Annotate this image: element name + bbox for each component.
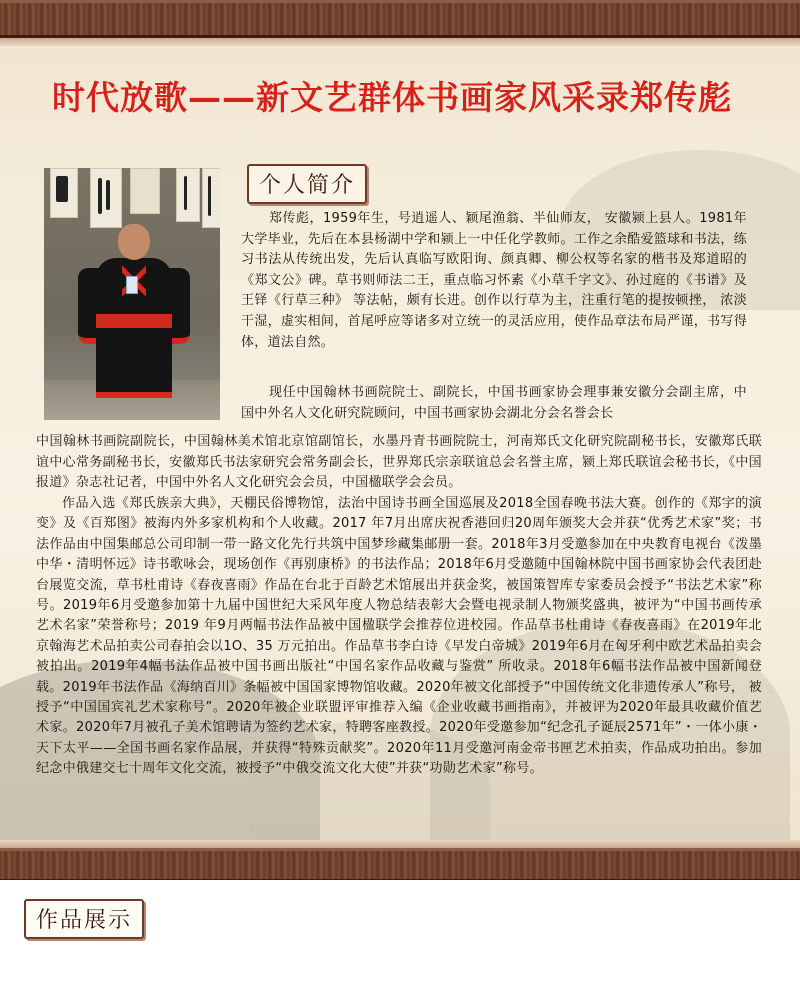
- scroll-rod-top-edge: [0, 38, 800, 46]
- scroll-rod-top: [0, 0, 800, 38]
- biography-paragraph: 郑传彪，1959年生，号逍遥人、颖尾渔翁、半仙师友， 安徽颍上县人。1981年大学毕业，先后在本县杨湖中学和颍上一中任化学教师。工作之余酷爱篮球和书法，练习书法从传统出发，先后认真临写欧阳询、颜真卿、柳公权等名家的楷书及郑道昭的《郑文公》碑。草书则师法二王，重点临习怀素《小草千字文》、孙过庭的《书谱》及王铎《行草三种》 等法帖，颇有长进。创作以行草为主，注重行笔的提按顿挫， 浓淡干湿，虚实相间，首尾呼应等诸多对立统一的灵活应用，使作品章法布局严谨，书写得体，道法自然。: [241, 211, 747, 350]
- scroll-rod-bottom: [0, 848, 800, 880]
- achievements-paragraph: 作品入选《郑氏族亲大典》，天棚民俗博物馆，法治中国诗书画全国巡展及2018全国春晚书法大赛。创作的《郑字的演变》及《百郑图》被海内外多家机构和个人收藏。2017 年7月出席庆祝香港回归20周年颁奖大会并获“优秀艺术家”奖；书法作品由中国集邮总公司印制一带一路文化先行共筑中国梦珍藏集邮册一套。2018年3月受邀参加在中央教育电视台《泼墨中华・清明怀远》诗书歌咏会，现场创作《再别康桥》的书法作品；2018年6月受邀随中国翰林院中国书画家协会代表团赴台展览交流，草书杜甫诗《春夜喜雨》作品在台北于百龄艺术馆展出并获金奖，被国策智库专家委员会授予“书法艺术家”称号。2019年6月受邀参加第十九届中国世纪大采风年度人物总结表彰大会暨电视录制人物颁奖盛典，被评为“中国书画传承艺术名家”荣誉称号；2019 年9月两幅书法作品被中国楹联学会推荐位进校园。作品草书杜甫诗《春夜喜雨》在2019年北京翰海艺术品拍卖公司春拍会以1O、35 万元拍出。作品草书李白诗《早发白帝城》2019年6月在匈牙利中欧艺术品拍卖会被拍出。2019年4幅书法作品被中国书画出版社“中国名家作品收藏与鉴赏” 所收录。2018年6幅书法作品被中国新闻登载。2019年书法作品《海纳百川》条幅被中国国家博物馆收藏。2020年被文化部授予“中国传统文化非遗传承人”称号， 被授予“中国国宾礼艺术家称号”。2020年被企业联盟评审推荐入编《企业收藏书画指南》，并被评为2020年最具收藏价值艺术家。2020年7月被孔子美术馆聘请为签约艺术家，特聘客座教授。2020年受邀参加“纪念孔子诞辰2571年”・一体小康・天下太平——全国书画名家作品展，并获得“特殊贡献奖”。2020年11月受邀河南金帝书匣艺术拍卖，作品成功拍出。参加纪念中俄建交七十周年文化交流，被授予“中俄交流文化大使”并获“功勋艺术家”称号。: [36, 496, 762, 777]
- works-section-heading: 作品展示: [24, 899, 144, 939]
- artist-portrait-photo: [44, 168, 220, 420]
- scroll-rod-bottom-edge: [0, 840, 800, 848]
- positions-paragraph-continued: 中国翰林书画院副院长，中国翰林美术馆北京馆副馆长，水墨丹青书画院院士，河南郑氏文化研究院副秘书长，安徽郑氏联谊中心常务副秘书长，安徽郑氏书法家研究会常务副会长，世界郑氏宗亲联谊总会名誉主席，颍上郑氏联谊会秘书长，《中国报道》杂志社记者，中国中外名人文化研究会会员，中国楹联学会会员。: [36, 434, 762, 491]
- positions-paragraph: 现任中国翰林书画院院士、副院长，中国书画家协会理事兼安徽分会副主席，中国中外名人文化研究院顾问，中国书画家协会湖北分会名誉会长: [241, 385, 747, 421]
- profile-section-heading: 个人简介: [247, 164, 367, 204]
- page-title: 时代放歌——新文艺群体书画家风采录郑传彪: [52, 78, 732, 117]
